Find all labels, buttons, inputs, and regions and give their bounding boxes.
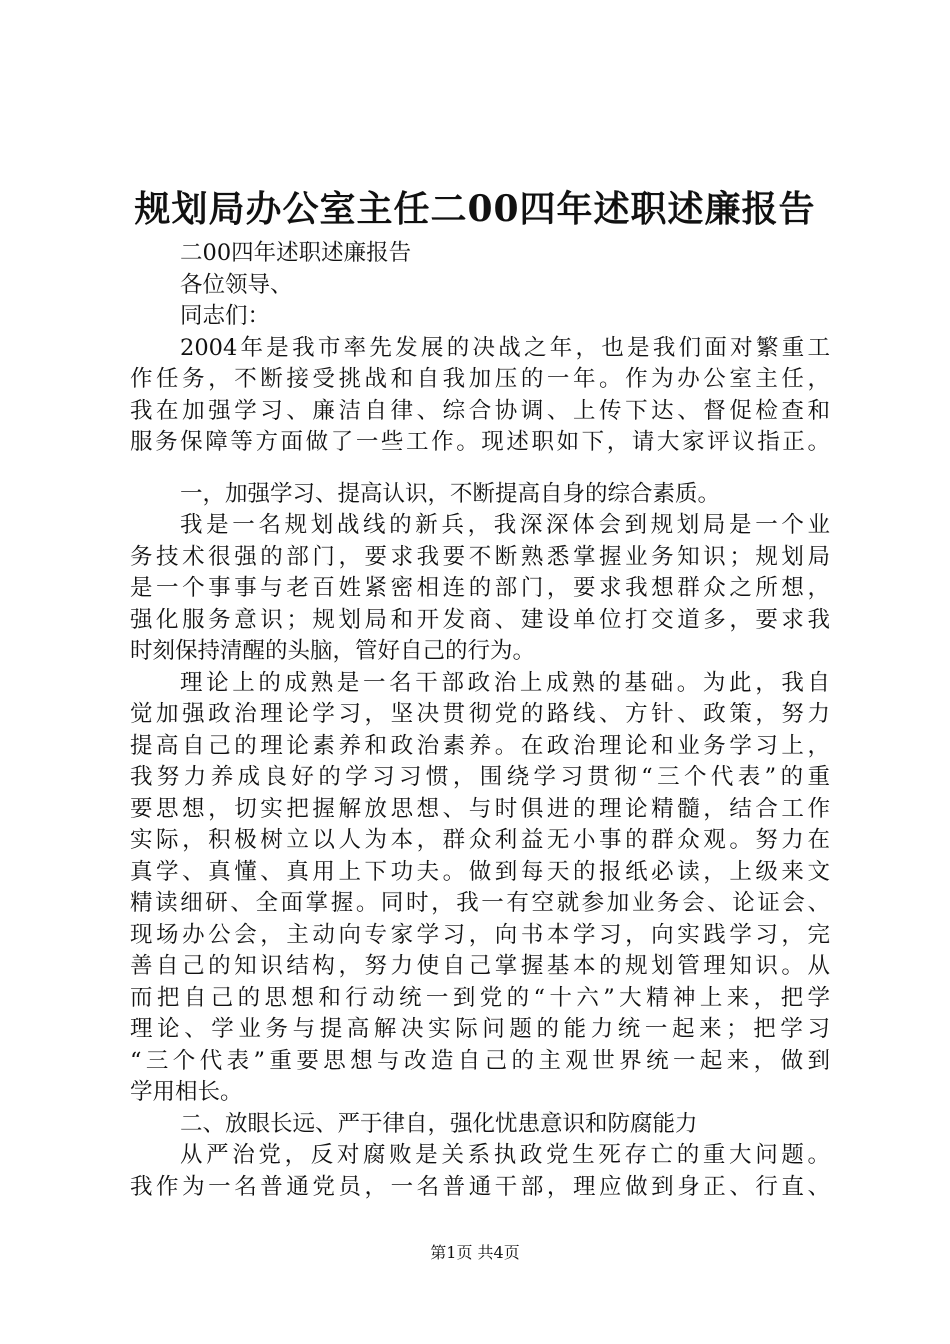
paragraph-line: 而把自己的思想和行动统一到党的“十六”大精神上来，把学	[130, 984, 830, 1011]
paragraph-line: 是一个事事与老百姓紧密相连的部门，要求我想群众之所想，	[130, 575, 830, 601]
paragraph-line: 作任务，不断接受挑战和自我加压的一年。作为办公室主任，	[130, 366, 830, 392]
paragraph-line: 服务保障等方面做了一些工作。现述职如下，请大家评议指正。	[130, 429, 830, 455]
paragraph-line: 实际，积极树立以人为本，群众利益无小事的群众观。努力在	[130, 827, 830, 853]
paragraph-line: 从严治党，反对腐败是关系执政党生死存亡的重大问题。	[180, 1142, 830, 1168]
paragraph-line: 提高自己的理论素养和政治素养。在政治理论和业务学习上，	[130, 732, 830, 759]
paragraph-line: 学用相长。	[130, 1079, 243, 1105]
paragraph-line: 2004年是我市率先发展的决战之年，也是我们面对繁重工	[180, 334, 830, 361]
report-subtitle: 二00四年述职述廉报告	[180, 240, 412, 266]
paragraph-line: 时刻保持清醒的头脑，管好自己的行为。	[130, 638, 536, 664]
document-body	[130, 238, 830, 1203]
paragraph-line: 强化服务意识；规划局和开发商、建设单位打交道多，要求我	[130, 606, 830, 633]
salutation-line: 同志们：	[180, 303, 271, 329]
paragraph-line: “三个代表”重要思想与改造自己的主观世界统一起来，做到	[130, 1047, 830, 1074]
paragraph-line: 真学、真懂、真用上下功夫。做到每天的报纸必读，上级来文	[130, 858, 830, 885]
paragraph-line: 善自己的知识结构，努力使自己掌握基本的规划管理知识。从	[130, 953, 830, 979]
paragraph-line: 理论、学业务与提高解决实际问题的能力统一起来；把学习	[130, 1016, 830, 1042]
paragraph-line: 理论上的成熟是一名干部政治上成熟的基础。为此，我自	[180, 669, 830, 696]
page-footer: 第1页 共4页	[430, 1243, 520, 1262]
paragraph-line: 觉加强政治理论学习，坚决贯彻党的路线、方针、政策，努力	[130, 701, 830, 727]
paragraph-line: 务技术很强的部门，要求我要不断熟悉掌握业务知识；规划局	[130, 543, 830, 570]
paragraph-line: 现场办公会，主动向专家学习，向书本学习，向实践学习，完	[130, 921, 830, 948]
paragraph-line: 精读细研、全面掌握。同时，我一有空就参加业务会、论证会、	[130, 890, 830, 916]
paragraph-line: 我在加强学习、廉洁自律、综合协调、上传下达、督促检查和	[130, 397, 830, 424]
paragraph-line: 我作为一名普通党员，一名普通干部，理应做到身正、行直、	[130, 1173, 830, 1200]
document-title: 规划局办公室主任二00四年述职述廉报告	[134, 188, 816, 230]
section-heading: 二、放眼长远、严于律自，强化忧患意识和防腐能力	[180, 1110, 698, 1137]
section-heading: 一，加强学习、提高认识，不断提高自身的综合素质。	[180, 480, 721, 507]
paragraph-gap	[130, 459, 830, 479]
salutation-line: 各位领导、	[180, 271, 293, 298]
paragraph-line: 要思想，切实把握解放思想、与时俱进的理论精髓，结合工作	[130, 795, 830, 822]
paragraph-line: 我是一名规划战线的新兵，我深深体会到规划局是一个业	[180, 512, 830, 538]
paragraph-line: 我努力养成良好的学习习惯，围绕学习贯彻“三个代表”的重	[130, 764, 830, 790]
